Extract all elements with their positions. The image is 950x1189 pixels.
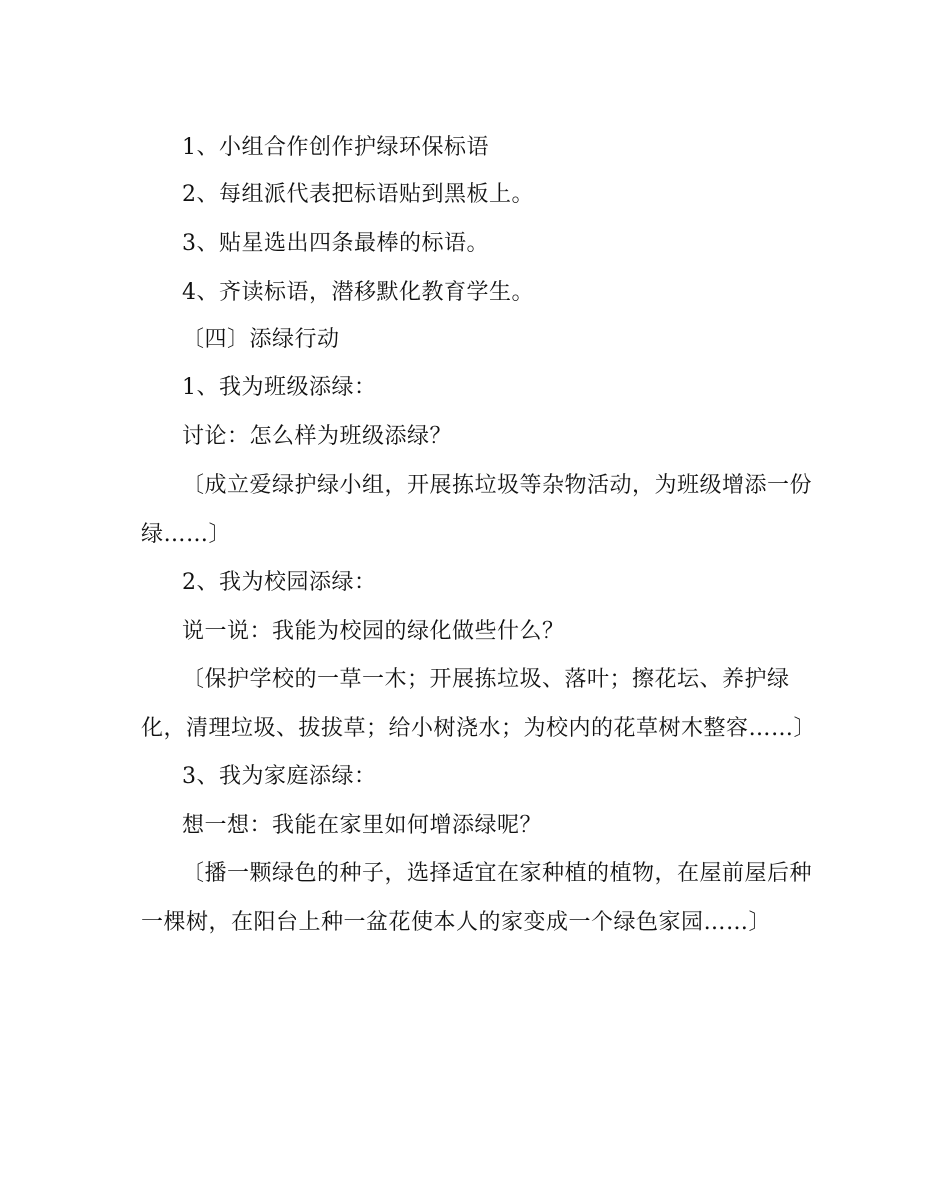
step-2-post-slogans: 2、每组派代表把标语贴到黑板上。 — [182, 182, 534, 207]
section-heading-add-green: 〔四〕添绿行动 — [182, 327, 340, 352]
campus-green-answer-line-2: 化，清理垃圾、拔拔草；给小树浇水；为校内的花草树木整容……〕 — [141, 716, 817, 741]
home-green-question: 想一想：我能在家里如何增添绿呢？ — [182, 813, 543, 838]
step-1-create-slogans: 1、小组合作创作护绿环保标语 — [182, 135, 489, 160]
campus-green-heading: 2、我为校园添绿： — [182, 570, 377, 595]
campus-green-question: 说一说：我能为校园的绿化做些什么？ — [182, 619, 565, 644]
step-4-read-slogans: 4、齐读标语，潜移默化教育学生。 — [182, 280, 534, 305]
home-green-answer-line-2: 一棵树，在阳台上种一盆花使本人的家变成一个绿色家园……〕 — [141, 910, 772, 935]
home-green-answer-line-1: 〔播一颗绿色的种子，选择适宜在家种植的植物，在屋前屋后种 — [182, 861, 813, 886]
class-green-answer-line-1: 〔成立爱绿护绿小组，开展拣垃圾等杂物活动，为班级增添一份 — [182, 473, 813, 498]
home-green-heading: 3、我为家庭添绿： — [182, 764, 377, 789]
class-green-heading: 1、我为班级添绿： — [182, 375, 377, 400]
class-green-answer-line-2: 绿……〕 — [141, 522, 232, 547]
campus-green-answer-line-1: 〔保护学校的一草一木；开展拣垃圾、落叶；擦花坛、养护绿 — [182, 667, 790, 692]
step-3-select-best: 3、贴星选出四条最棒的标语。 — [182, 231, 489, 256]
class-green-discussion: 讨论：怎么样为班级添绿？ — [182, 424, 453, 449]
